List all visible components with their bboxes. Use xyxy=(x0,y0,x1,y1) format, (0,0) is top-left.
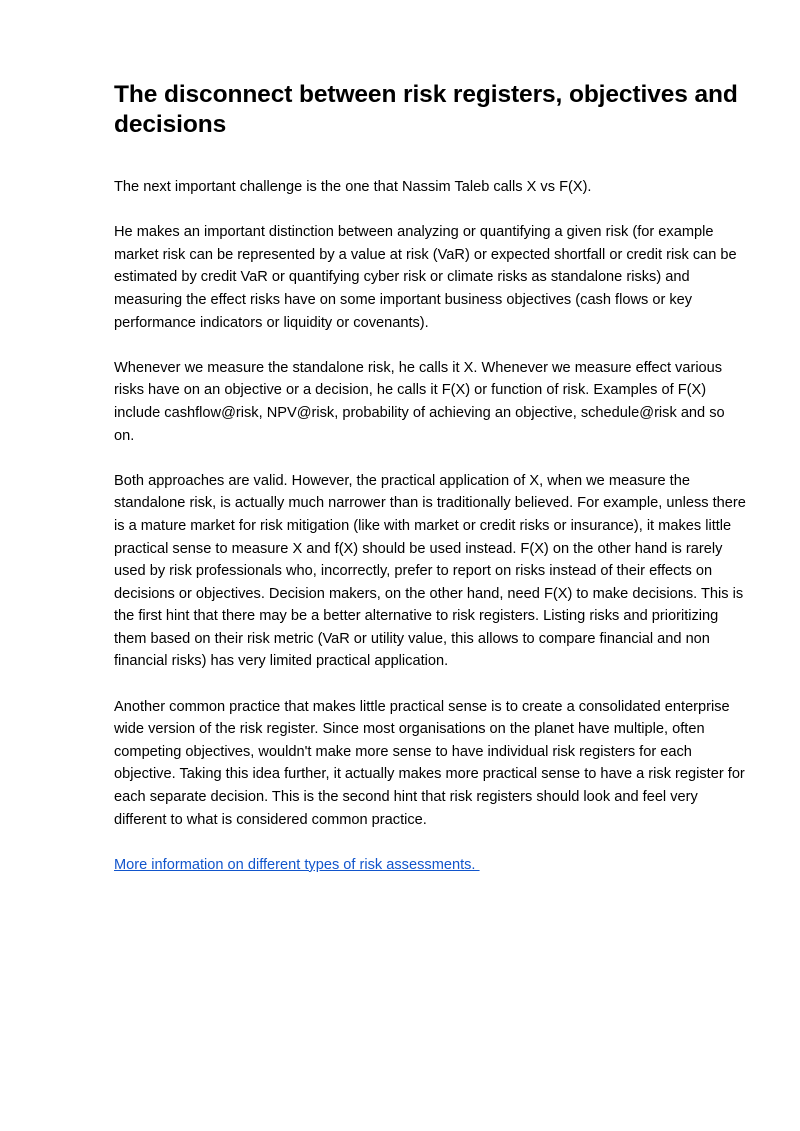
page-title: The disconnect between risk registers, objectives and decisions xyxy=(114,81,738,138)
paragraph-x-vs-fx: Whenever we measure the standalone risk, he calls it X. Whenever we measure effect various risks have on an objective or a decision, he calls it F(X) or function of risk. Examples of F(X) include cashflow@risk, NPV@risk, probability of achieving an objective, schedule@risk and so on. xyxy=(114,359,725,444)
paragraph-distinction: He makes an important distinction between analyzing or quantifying a given risk (for example market risk can be represented by a value at risk (VaR) or expected shortfall or credit risk can be estimated by credit VaR or quantifying cyber risk or climate risks as standalone risks) and measuring the effect risks have on some important business objectives (cash flows or key performance indicators or liquidity or covenants). xyxy=(114,224,737,331)
paragraph-consolidated-register: Another common practice that makes little practical sense is to create a consolidated enterprise wide version of the risk register. Since most organisations on the planet have multiple, often competing objectives, wouldn't make more sense to have individual risk registers for each objective. Taking this idea further, it actually makes more practical sense to have a risk register for each separate decision. This is the second hint that risk registers should look and feel very different to what is considered common practice. xyxy=(114,698,745,828)
paragraph-approaches: Both approaches are valid. However, the practical application of X, when we measure the standalone risk, is actually much narrower than is traditionally believed. For example, unless there is a mature market for risk mitigation (like with market or credit risks or insurance), it makes little practical sense to measure X and f(X) should be used instead. F(X) on the other hand is rarely used by risk professionals who, incorrectly, prefer to report on risks instead of their effects on decisions or objectives. Decision makers, on the other hand, need F(X) to make decisions. This is the first hint that there may be a better alternative to risk registers. Listing risks and prioritizing them based on their risk metric (VaR or utility value, this allows to compare financial and non financial risks) has very limited practical application. xyxy=(114,472,746,670)
paragraph-intro: The next important challenge is the one that Nassim Taleb calls X vs F(X). xyxy=(114,179,592,195)
risk-assessments-link[interactable]: More information on different types of risk assessments. xyxy=(114,856,480,873)
document-page xyxy=(114,80,748,876)
